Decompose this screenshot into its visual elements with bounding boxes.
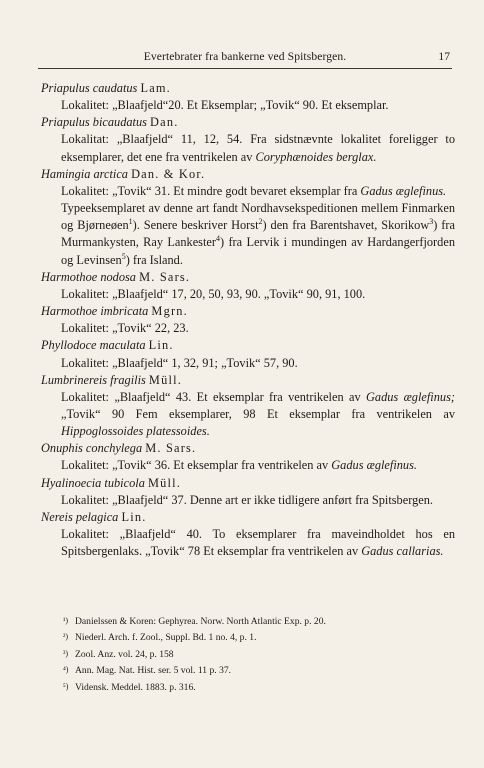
- species-name: Hamingia arctica: [41, 166, 128, 181]
- species-entry: [41, 166, 455, 269]
- locality-text: [41, 355, 455, 372]
- species-name: Harmothoe imbricata: [41, 304, 149, 319]
- footnote-text: Vidensk. Meddel. 1883. p. 316.: [75, 681, 196, 693]
- locality-sentence: Lokalitet: „Blaafjeld“ 37. Denne art er ikke tidligere anført fra Spitsbergen.: [61, 492, 433, 507]
- species-heading: [41, 114, 455, 131]
- species-author: Dan. & Kor.: [131, 166, 206, 181]
- species-name: Lumbrinereis fragilis: [41, 372, 146, 387]
- species-name: Priapulus caudatus: [41, 81, 138, 95]
- species-name: Onuphis conchylega: [41, 441, 143, 456]
- species-author: Lin.: [121, 509, 147, 524]
- species-name: Harmothoe nodosa: [41, 269, 136, 284]
- species-heading: [41, 337, 455, 354]
- locality-sentence: Lokalitet: „Tovik“ 36. Et eksemplar fra ventrikelen av: [61, 458, 329, 473]
- species-entry: [41, 509, 455, 560]
- species-entry: [41, 337, 455, 371]
- discussion-text: ) fra Island.: [125, 252, 183, 267]
- species-heading: [41, 303, 455, 320]
- species-entry: [41, 303, 455, 337]
- locality-sentence: Lokalitet: „Blaafjeld“ 17, 20, 50, 93, 90. „Tovik“ 90, 91, 100.: [61, 286, 366, 301]
- footnote-ref[interactable]: 3: [429, 217, 434, 227]
- species-heading: [41, 269, 455, 286]
- locality-sentence: Lokalitet: „Blaafjeld“ 1, 32, 91; „Tovik“ 57, 90.: [61, 355, 298, 370]
- species-name: Nereis pelagica: [41, 509, 119, 524]
- footnote-mark: ¹): [63, 616, 69, 625]
- locality-text: [41, 320, 455, 337]
- locality-text: [41, 457, 455, 474]
- footnote-ref[interactable]: 2: [258, 217, 263, 227]
- species-heading: [41, 440, 455, 457]
- host-species-name: Gadus callarias.: [361, 544, 444, 559]
- species-author: Dan.: [150, 115, 179, 130]
- footnote-ref[interactable]: 1: [128, 217, 133, 227]
- footnote-text: Zool. Anz. vol. 24, p. 158: [75, 648, 174, 660]
- species-entry: [41, 372, 455, 441]
- body-text: [41, 80, 455, 560]
- species-heading: [41, 509, 455, 526]
- species-author: M. Sars.: [145, 441, 197, 456]
- species-author: Mgrn.: [151, 304, 188, 319]
- locality-text: [41, 97, 455, 114]
- species-author: Müll.: [147, 475, 182, 490]
- locality-text: [41, 286, 455, 303]
- locality-sentence: „Tovik“ 90 Fem eksemplarer, 98 Et eksemplar fra ventrikelen av: [61, 406, 455, 421]
- species-entry: [41, 80, 455, 114]
- host-species-name: Coryphænoides berglax.: [255, 149, 377, 164]
- discussion-paragraph: [41, 200, 455, 269]
- species-author: M. Sars.: [139, 269, 191, 284]
- species-entry: [41, 114, 455, 165]
- locality-sentence: Lokalitet: „Blaafjeld“ 43. Et eksemplar fra ventrikelen av: [61, 389, 361, 404]
- species-heading: [41, 475, 455, 492]
- species-heading: [41, 80, 455, 97]
- locality-text: [41, 131, 455, 165]
- running-head: [38, 50, 452, 69]
- footnote: [63, 629, 453, 645]
- species-name: Hyalinoecia tubicola: [41, 475, 145, 490]
- footnote-text: Niederl. Arch. f. Zool., Suppl. Bd. 1 no. 4, p. 1.: [75, 632, 257, 644]
- footnote-text: Ann. Mag. Nat. Hist. ser. 5 vol. 11 p. 37.: [75, 665, 232, 677]
- host-species-name: Gadus æglefinus.: [360, 183, 447, 198]
- footnote-mark: ²): [63, 632, 69, 642]
- footnote: [63, 679, 453, 695]
- footnote-mark: ³): [63, 648, 69, 658]
- species-entry: [41, 440, 455, 474]
- footnote-text: Danielssen & Koren: Gephyrea. Norw. North Atlantic Exp. p. 20.: [75, 616, 326, 627]
- locality-sentence: Lokalitet: „Blaafjeld“ 40. To eksemplarer fra maveindholdet hos en Spitsbergenlaks. „Tovik“ 78 Et eksemplar fra ventrikelen av: [61, 527, 455, 559]
- species-name: Phyllodoce maculata: [41, 338, 146, 353]
- footnote: [63, 613, 453, 629]
- footnote-mark: ⁵): [63, 681, 69, 691]
- species-author: Lin.: [148, 338, 174, 353]
- species-heading: [41, 372, 455, 389]
- host-species-name: Gadus æglefinus;: [365, 389, 455, 404]
- locality-sentence: Lokalitat: „Blaafjeld“ 11, 12, 54. Fra sidstnævnte lokalitet foreligger to eksemplarer, det ene fra ventrikelen av: [61, 132, 455, 164]
- locality-sentence: Lokalitet: „Blaafjeld“20. Et Eksemplar; „Tovik“ 90. Et eksemplar.: [61, 98, 389, 113]
- footnote-ref[interactable]: 5: [121, 251, 126, 261]
- running-head-title: Evertebrater fra bankerne ved Spitsbergen.: [143, 50, 347, 63]
- species-author: Müll.: [148, 372, 183, 387]
- discussion-text: ) fra Lervik i mundingen av Hardangerfjorden og Levinsen: [61, 235, 455, 267]
- host-species-name: Gadus æglefinus.: [331, 458, 417, 473]
- discussion-text: Typeeksemplaret av denne art fandt Nordhavsekspeditionen mellem Finmarken og Bjørneøen: [61, 201, 455, 233]
- discussion-text: ) fra Murmankysten, Ray Lankester: [61, 218, 455, 250]
- discussion-text: ) den fra Barentshavet, Skorikow: [262, 218, 430, 233]
- locality-sentence: Lokalitet: „Tovik“ 31. Et mindre godt bevaret eksemplar fra: [61, 183, 358, 198]
- species-entry: [41, 269, 455, 303]
- footnotes: [63, 613, 453, 695]
- species-entry: [41, 475, 455, 509]
- locality-text: [41, 492, 455, 509]
- host-species-name: Hippoglossoides platessoides.: [61, 424, 210, 439]
- footnote: [63, 646, 453, 662]
- footnote: [63, 662, 453, 678]
- locality-text: [41, 389, 455, 440]
- locality-text: [41, 183, 455, 200]
- discussion-text: ). Senere beskriver Horst: [132, 218, 259, 233]
- page-number: 17: [438, 50, 450, 63]
- footnote-mark: ⁴): [63, 665, 69, 675]
- locality-text: [41, 526, 455, 560]
- species-name: Priapulus bicaudatus: [41, 115, 147, 130]
- locality-sentence: Lokalitet: „Tovik“ 22, 23.: [61, 321, 189, 336]
- species-heading: [41, 166, 455, 183]
- footnote-ref[interactable]: 4: [216, 234, 221, 244]
- species-author: Lam.: [140, 81, 171, 95]
